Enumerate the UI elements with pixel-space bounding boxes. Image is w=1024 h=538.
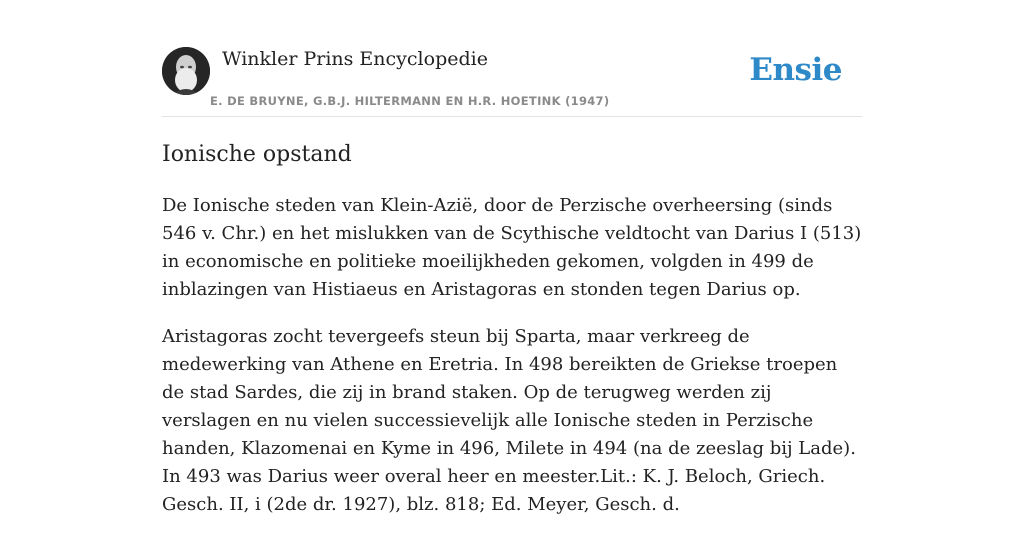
author-portrait-avatar[interactable]	[162, 47, 210, 95]
site-title[interactable]: Winkler Prins Encyclopedie	[222, 48, 488, 70]
article-body	[162, 192, 862, 538]
article-paragraph: Aristagoras zocht tevergeefs steun bij Sparta, maar verkreeg de medewerking van Athene en Eretria. In 498 bereikten de Griekse troepen de stad Sardes, die zij in brand staken. Op de terugweg werden zij verslagen en nu vielen successievelijk alle Ionische steden in Perzische handen, Klazomenai en Kyme in 496, Milete in 494 (na de zeeslag bij Lade). In 493 was Darius weer overal heer en meester.Lit.: K. J. Beloch, Griech. Gesch. II, i (2de dr. 1927), blz. 818; Ed. Meyer, Gesch. d.	[162, 326, 856, 515]
article-title: Ionische opstand	[162, 142, 352, 167]
site-header	[162, 44, 862, 117]
article-paragraph: De Ionische steden van Klein-Azië, door de Perzische overheersing (sinds 546 v. Chr.) en het mislukken van de Scythische veldtocht van Darius I (513) in economische en politieke moeilijkheden gekomen, volgden in 499 de inblazingen van Histiaeus en Aristagoras en stonden tegen Darius op.	[162, 195, 862, 300]
brand-logo[interactable]: Ensie	[749, 52, 842, 88]
authors-subtitle: E. DE BRUYNE, G.B.J. HILTERMANN EN H.R. HOETINK (1947)	[210, 94, 610, 108]
